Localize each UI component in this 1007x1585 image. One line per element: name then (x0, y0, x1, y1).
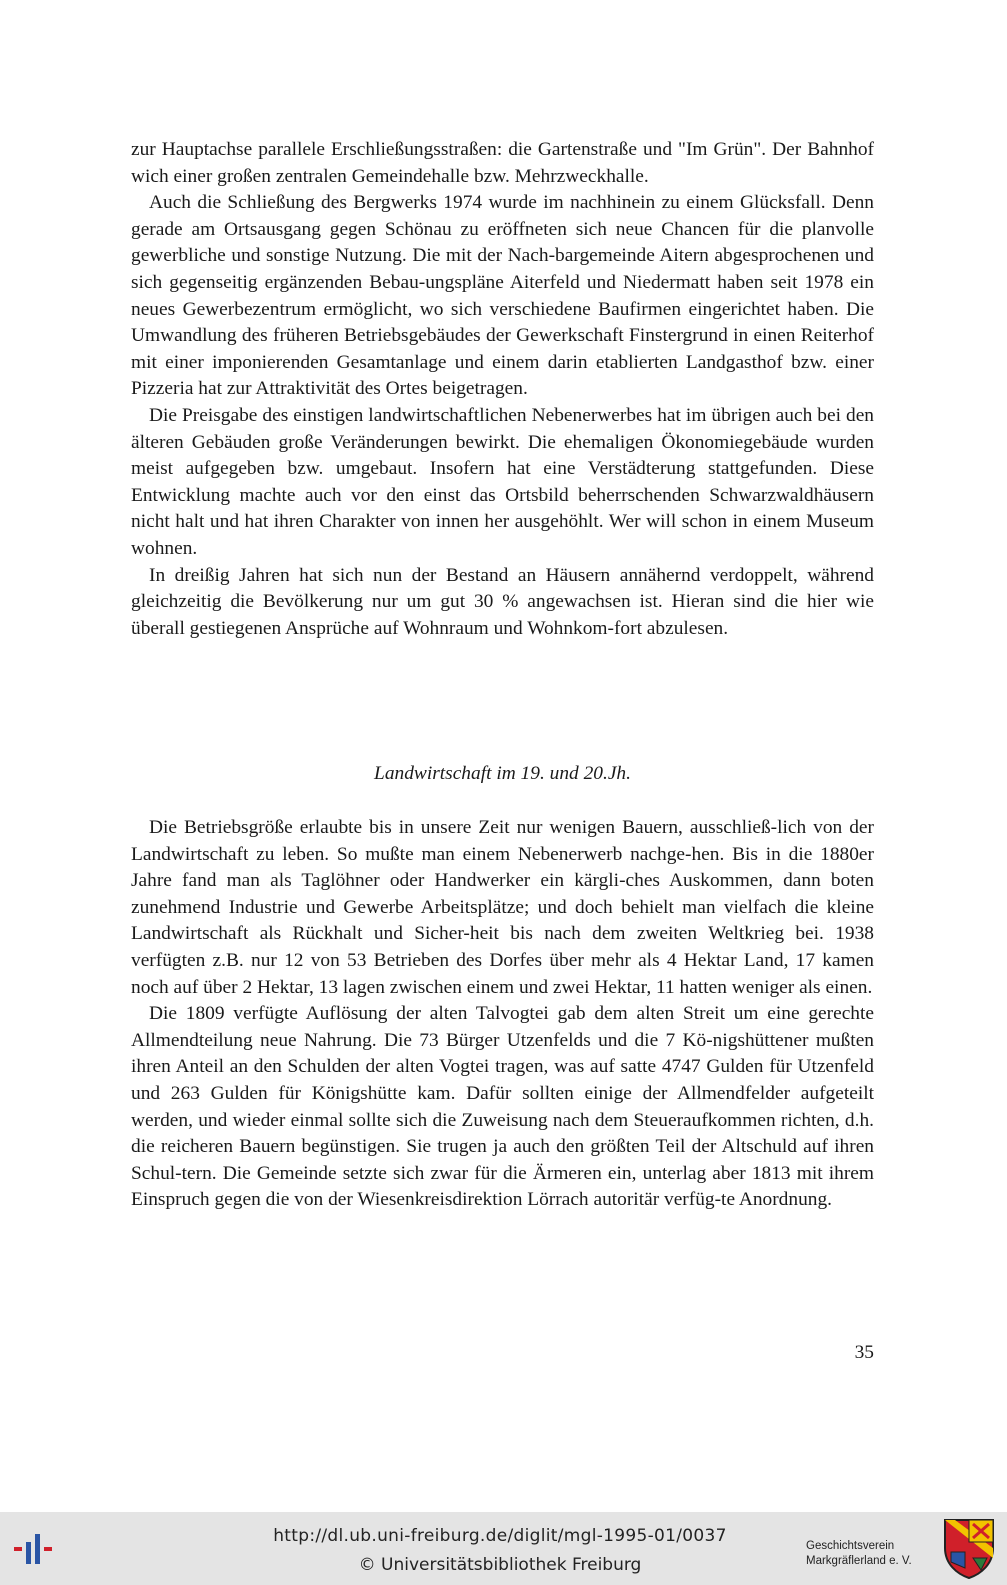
permalink-url[interactable]: http://dl.ub.uni-freiburg.de/diglit/mgl-1995-01/0037 (273, 1526, 727, 1546)
ub-freiburg-logo-icon[interactable] (12, 1532, 64, 1566)
paragraph: Die 1809 verfügte Auflösung der alten Talvogtei gab dem alten Streit um eine gerechte Allmendteilung neue Nahrung. Die 73 Bürger Utzenfelds und die 7 Kö-nigshüttener mußten ihren Anteil an den Schulden der alten Vogtei tragen, was auf satte 4747 Gulden für Utzenfeld und 263 Gulden für Königshütte kam. Dafür sollten einige der Allmendfelder aufgeteilt werden, und wieder einmal sollte sich die Zuweisung nach dem Steueraufkommen richten, d.h. die reicheren Bauern begünstigen. Sie trugen ja auch den größten Teil der Altschuld auf ihren Schul-tern. Die Gemeinde setzte sich zwar für die Ärmeren ein, unterlag aber 1813 mit ihrem Einspruch gegen die von der Wiesenkreisdirektion Lörrach autoritär verfüg-te Anordnung. (131, 1003, 874, 1211)
paragraph: Die Betriebsgröße erlaubte bis in unsere Zeit nur wenigen Bauern, ausschließ-lich von der Landwirtschaft zu leben. So mußte man einem Nebenerwerb nachge-hen. Bis in die 1880er Jahre fand man als Taglöhner oder Handwerker ein kärgli-ches Auskommen, dann boten zunehmend Industrie und Gewerbe Arbeitsplätze; und doch behielt man vielfach die kleine Landwirtschaft als Rückhalt und Sicher-heit bis nach dem zweiten Weltkrieg bei. 1938 verfügten z.B. nur 12 von 53 Betrieben des Dorfes über mehr als 4 Hektar Land, 17 kamen noch auf über 2 Hektar, 13 lagen zwischen einem und zwei Hektar, 11 hatten weniger als einen. (131, 817, 874, 998)
body-text-upper (131, 137, 874, 642)
society-name (806, 1539, 936, 1569)
paragraph: zur Hauptachse parallele Erschließungsstraßen: die Gartenstraße und "Im Grün". Der Bahnhof wich einer großen zentralen Gemeindehalle bzw. Mehrzweckhalle. (131, 139, 874, 187)
viewer-footer (0, 1512, 1007, 1585)
page-number: 35 (854, 1342, 874, 1363)
body-text-lower (131, 815, 874, 1214)
section-heading: Landwirtschaft im 19. und 20.Jh. (374, 763, 631, 784)
society-line: Markgräflerland e. V. (806, 1555, 912, 1567)
copyright-notice: © Universitätsbibliothek Freiburg (358, 1555, 642, 1575)
paragraph: Die Preisgabe des einstigen landwirtschaftlichen Nebenerwerbes hat im übrigen auch bei den älteren Gebäuden große Veränderungen bewirkt. Die ehemaligen Ökonomiegebäude wurden meist aufgegeben bzw. umgebaut. Insofern hat eine Verstädterung stattgefunden. Diese Entwicklung machte auch vor den einst das Ortsbild beherrschenden Schwarzwaldhäusern nicht halt und hat ihren Charakter von innen her ausgehöhlt. Wer will schon in einem Museum wohnen. (131, 404, 874, 559)
paragraph: In dreißig Jahren hat sich nun der Bestand an Häusern annähernd verdoppelt, während gleichzeitig die Bevölkerung nur um gut 30 % angewachsen ist. Hieran sind die hier wie überall gestiegenen Ansprüche auf Wohnraum und Wohnkom-fort abzulesen. (131, 564, 874, 639)
paragraph: Auch die Schließung des Bergwerks 1974 wurde im nachhinein zu einem Glücksfall. Denn gerade am Ortsausgang gegen Schönau zu eröffneten sich neue Chancen für die planvolle gewerbliche und sonstige Nutzung. Die mit der Nach-bargemeinde Aitern abgesprochenen und sich gegenseitig ergänzenden Bebau-ungspläne Aiterfeld und Niedermatt haben seit 1978 ein neues Gewerbezentrum ermöglicht, wo sich verschiedene Baufirmen eingerichtet haben. Die Umwandlung des früheren Betriebsgebäudes der Gewerkschaft Finstergrund in einen Reiterhof mit einer imponierenden Gesamtanlage und einem darin etablierten Landgasthof bzw. einer Pizzeria hat zur Attraktivität des Ortes beigetragen. (131, 192, 874, 400)
society-line: Geschichtsverein (806, 1540, 895, 1552)
coat-of-arms-icon (943, 1518, 995, 1580)
